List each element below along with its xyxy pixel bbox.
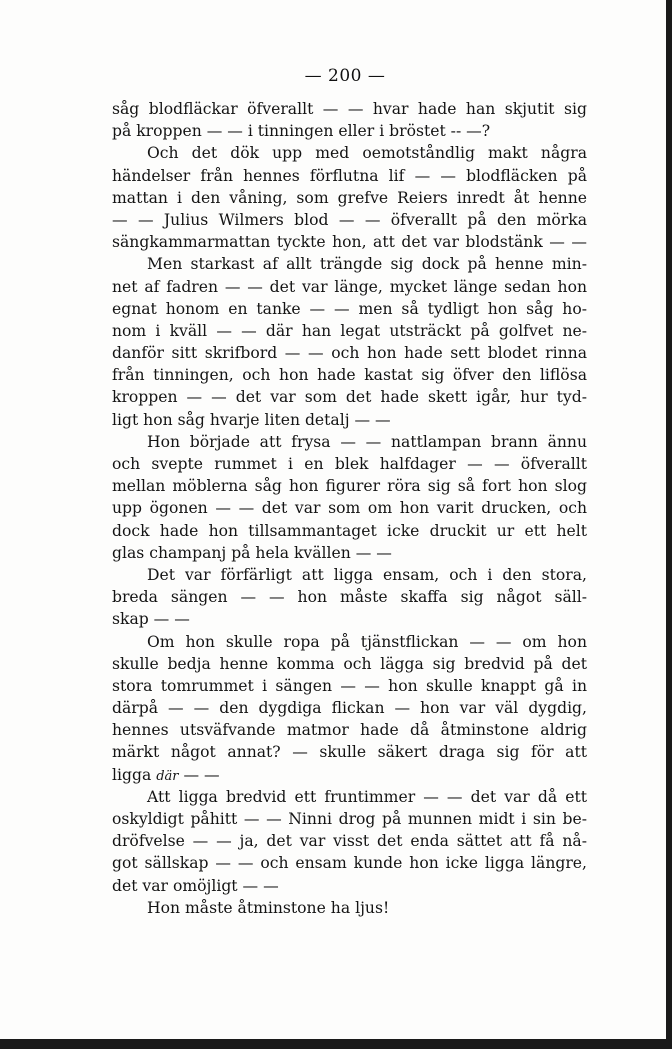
text-line: Hon måste åtminstone ha ljus! (147, 898, 390, 917)
text-line: mellan möblerna såg hon figurer röra sig så fort hon slog (112, 477, 587, 496)
text-line: skulle bedja henne komma och lägga sig bredvid på det (112, 654, 587, 673)
text-line: ligt hon såg hvarje liten detalj — — (112, 410, 391, 429)
text-line: Om hon skulle ropa på tjänstflickan — — om hon (147, 632, 587, 651)
text-line: skap — — (112, 610, 190, 629)
text-line: upp ögonen — — det var som om hon varit drucken, och (112, 499, 587, 518)
text-line: såg blodfläckar öfverallt — — hvar hade han skjutit sig (112, 100, 587, 118)
text-line: dock hade hon tillsammantaget icke druckit ur ett helt (112, 521, 587, 540)
text-line: net af fadren — — det var länge, mycket länge sedan hon (112, 277, 587, 296)
text-line: märkt något annat? — skulle säkert draga sig för att (112, 743, 587, 762)
text-line: händelser från hennes förflutna lif — — blodfläcken på (112, 166, 587, 185)
text-line: glas champanj på hela kvällen — — (112, 543, 392, 562)
text-line: stora tomrummet i sängen — — hon skulle knappt gå in (112, 676, 587, 695)
scan-edge-right (666, 0, 672, 1049)
text-line: från tinningen, och hon hade kastat sig öfver den liflösa (112, 366, 587, 385)
text-line: Det var förfärligt att ligga ensam, och i den stora, (147, 565, 587, 584)
text-line (112, 764, 587, 786)
text-line: oskyldigt påhitt — — Ninni drog på munnen midt i sin be- (112, 810, 587, 828)
scan-edge-bottom (0, 1039, 672, 1049)
text-line: danför sitt skrifbord — — och hon hade sett blodet rinna (112, 344, 587, 363)
text-line: — — Julius Wilmers blod — — öfverallt på den mörka (112, 210, 587, 229)
page-number: — 200 — (304, 66, 386, 86)
text-line: och svepte rummet i en blek halfdager — — öfverallt (112, 455, 587, 473)
text-line: på kroppen — — i tinningen eller i bröstet -- —? (112, 122, 491, 141)
text-line: sängkammarmattan tyckte hon, att det var blodstänk — — (112, 233, 587, 252)
text-segment: ligga (112, 765, 157, 784)
text-line: dröfvelse — — ja, det var visst det enda sättet att få nå- (112, 832, 587, 851)
italic-word: där (156, 768, 179, 784)
text-line: Hon började att frysa — — nattlampan brann ännu (147, 432, 587, 451)
text-line: kroppen — — det var som det hade skett igår, hur tyd- (112, 388, 587, 407)
text-line: mattan i den våning, som grefve Reiers inredt åt henne (112, 188, 587, 207)
text-line: nom i kväll — — där han legat utsträckt på golfvet ne- (112, 321, 587, 340)
text-line: det var omöjligt — — (112, 876, 279, 895)
text-line: Men starkast af allt trängde sig dock på henne min- (147, 255, 587, 274)
text-segment: — — (178, 765, 220, 784)
text-line: Och det dök upp med oemotståndlig makt några (147, 144, 587, 163)
body-text (112, 98, 587, 919)
text-line: därpå — — den dygdiga flickan — hon var väl dygdig, (112, 699, 587, 718)
text-line: got sällskap — — och ensam kunde hon icke ligga längre, (112, 854, 587, 873)
text-line: Att ligga bredvid ett fruntimmer — — det var då ett (147, 787, 587, 806)
text-line: hennes utsväfvande matmor hade då åtminstone aldrig (112, 721, 587, 740)
text-line: breda sängen — — hon måste skaffa sig något säll- (112, 588, 587, 607)
text-line: egnat honom en tanke — — men så tydligt hon såg ho- (112, 299, 587, 318)
